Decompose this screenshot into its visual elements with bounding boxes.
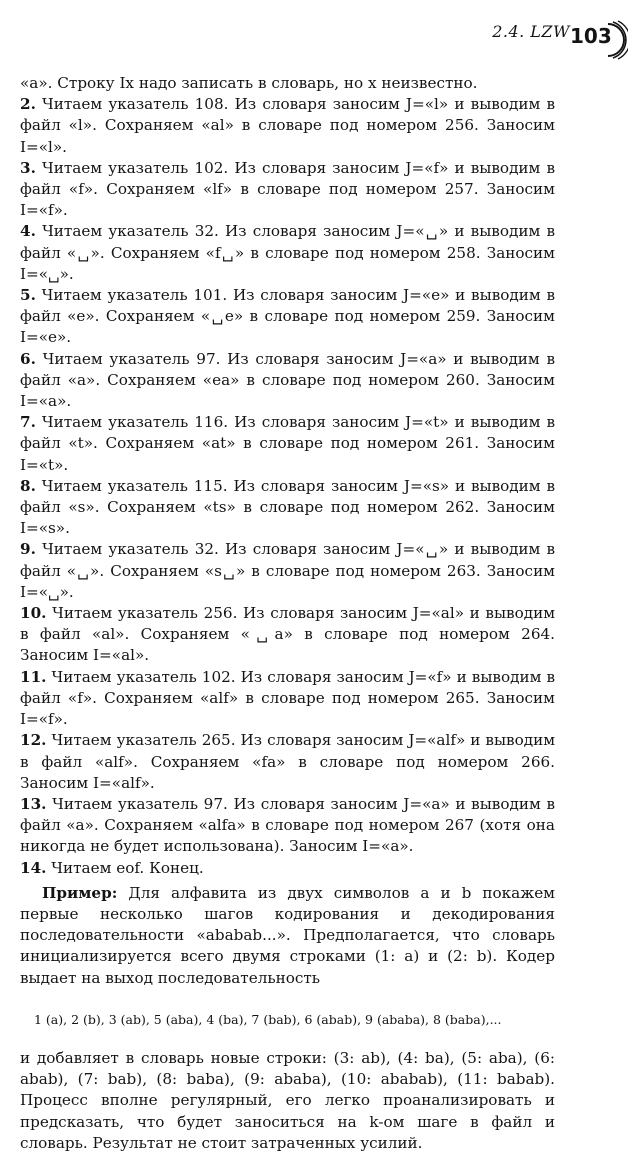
step-number: 8.	[20, 476, 36, 495]
step-text: Читаем указатель 102. Из словаря заносим J=«f» и выводим в файл «f». Сохраняем «lf» в словаре под номером 257. Заносим I=«f».	[20, 158, 556, 220]
body-text	[20, 73, 555, 1154]
step-number: 3.	[20, 158, 36, 177]
step-text: Читаем eof. Конец.	[51, 858, 204, 877]
page-number-text: 103	[570, 24, 612, 48]
step-text: Читаем указатель 108. Из словаря заносим J=«l» и выводим в файл «l». Сохраняем «al» в словаре под номером 256. Заносим I=«l».	[20, 95, 556, 156]
step-text: Читаем указатель 32. Из словаря заносим J=«␣» и выводим в файл «␣». Сохраняем «f␣» в словаре под номером 258. Заносим I=«␣».	[20, 222, 556, 283]
step-number: 6.	[20, 349, 36, 368]
step-number: 2.	[20, 95, 36, 114]
step-6	[20, 349, 555, 413]
step-number: 9.	[20, 540, 36, 559]
step-11	[20, 667, 555, 731]
step-13	[20, 794, 555, 858]
intro-line: «а». Строку Ix надо записать в словарь, но x неизвестно.	[20, 74, 478, 92]
example-text: Для алфавита из двух символов a и b покажем первые несколько шагов кодирования и декодирования последовательности «ababab...». Предполагается, что словарь инициализируется всего двумя строками (1: a) и (2: b). Кодер выдает на выход последовательность	[20, 883, 555, 987]
step-text: Читаем указатель 116. Из словаря заносим J=«t» и выводим в файл «t». Сохраняем «at» в словаре под номером 261. Заносим I=«t».	[20, 413, 556, 474]
step-text: Читаем указатель 102. Из словаря заносим J=«f» и выводим в файл «f». Сохраняем «alf» в словаре под номером 265. Заносим I=«f».	[20, 667, 555, 729]
step-8	[20, 476, 555, 540]
page-number	[568, 20, 622, 60]
step-10	[20, 603, 555, 667]
example-label: Пример:	[42, 883, 118, 902]
step-text: Читаем указатель 32. Из словаря заносим J=«␣» и выводим в файл «␣». Сохраняем «s␣» в словаре под номером 263. Заносим I=«␣».	[20, 540, 556, 601]
step-12	[20, 730, 555, 794]
step-5	[20, 285, 555, 349]
step-number: 14.	[20, 858, 47, 877]
step-number: 11.	[20, 667, 47, 686]
step-number: 12.	[20, 731, 47, 750]
step-number: 5.	[20, 286, 36, 305]
step-number: 4.	[20, 222, 36, 241]
step-text: Читаем указатель 97. Из словаря заносим J=«a» и выводим в файл «a». Сохраняем «alfa» в словаре под номером 267 (хотя она никогда не будет использована). Заносим I=«a».	[20, 794, 556, 856]
step-text: Читаем указатель 115. Из словаря заносим J=«s» и выводим в файл «s». Сохраняем «ts» в словаре под номером 262. Заносим I=«s».	[20, 476, 556, 538]
step-number: 10.	[20, 604, 47, 623]
step-4	[20, 221, 555, 285]
dictionary-paragraph: и добавляет в словарь новые строки: (3: ab), (4: ba), (5: aba), (6: abab), (7: bab), (8: baba), (9: ababa), (10: ababab), (11: babab). Процесс вполне регулярный, его легко проанализировать и предсказать, что будет заноситься на k-ом шаге в файл и словарь. Результат не стоит затраченных усилий.	[20, 1048, 555, 1152]
step-3	[20, 158, 555, 222]
step-number: 7.	[20, 413, 36, 432]
step-14	[20, 858, 555, 879]
step-9	[20, 539, 555, 603]
step-text: Читаем указатель 101. Из словаря заносим J=«e» и выводим в файл «e». Сохраняем «␣e» в словаре под номером 259. Заносим I=«e».	[20, 286, 555, 347]
encoder-output-sequence: 1 (a), 2 (b), 3 (ab), 5 (aba), 4 (ba), 7 (bab), 6 (abab), 9 (ababa), 8 (baba),...	[34, 1011, 502, 1027]
example-paragraph	[20, 883, 555, 989]
step-2	[20, 94, 555, 158]
step-text: Читаем указатель 256. Из словаря заносим J=«al» и выводим в файл «al». Сохраняем «␣a» в словаре под номером 264. Заносим I=«al».	[20, 604, 556, 665]
step-text: Читаем указатель 265. Из словаря заносим J=«alf» и выводим в файл «alf». Сохраняем «fa» в словаре под номером 266. Заносим I=«alf».	[20, 731, 556, 792]
running-header: 2.4. LZW	[492, 22, 570, 41]
step-text: Читаем указатель 97. Из словаря заносим J=«a» и выводим в файл «a». Сохраняем «ea» в словаре под номером 260. Заносим I=«a».	[20, 349, 556, 411]
step-7	[20, 412, 555, 476]
step-number: 13.	[20, 794, 47, 813]
